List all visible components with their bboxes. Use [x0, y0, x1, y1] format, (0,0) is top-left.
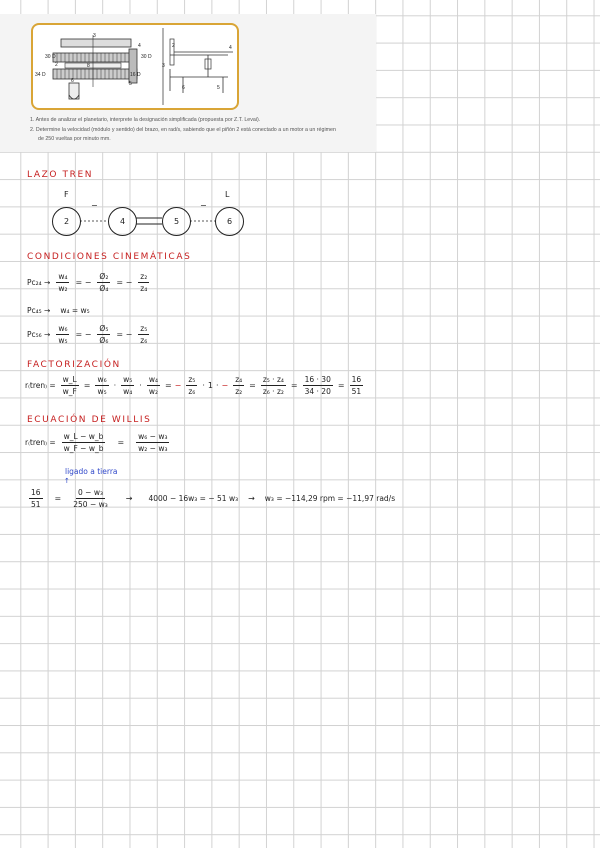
- cond-3-num: w₆: [58, 324, 68, 333]
- final-rhs-den: 250 − w₃: [73, 500, 108, 509]
- ground-arrow-icon: ↑: [64, 477, 70, 485]
- cond-1-num2: Ø₂: [99, 272, 109, 281]
- section-heading-factorizacion: FACTORIZACIÓN: [27, 360, 121, 370]
- cond-1-num: w₄: [58, 272, 68, 281]
- svg-text:3: 3: [93, 33, 96, 39]
- fact-f1-num: w_L: [62, 375, 77, 384]
- fact-f5-num: z₅: [188, 375, 196, 384]
- fact-f8-num: 16 · 30: [304, 375, 331, 384]
- fact-f9-num: 16: [351, 375, 362, 384]
- statement-item-2: 2. Determine la velocidad (módulo y sentido) del brazo, en rad/s, sabiendo que el piñón 2 está conectado a un motor a un régimen: [30, 126, 336, 133]
- final-lhs-den: 51: [31, 500, 41, 509]
- train-node-5: [162, 207, 191, 236]
- condition-pc24: [27, 272, 151, 293]
- svg-text:16 D: 16 D: [130, 72, 141, 78]
- statement-item-2-cont: de 250 vueltas por minuto mm.: [38, 136, 111, 142]
- cond-1-num3: z₂: [140, 272, 148, 281]
- solution-step-2: w₃ = −114,29 rpm = −11,97 rad/s: [264, 494, 396, 503]
- svg-text:2: 2: [172, 43, 175, 49]
- factorization-equation: r₍tren₎ = $\frac{w\_L}{w\_F}$ = $\frac{\text{w₆}}{\text{w₅}}$ · $\frac{\text{w₅}}{\text{w₄}}$ · $\frac{\text{w₄}}{\text{w₂}}$ = − $\frac{\text{z₅}}{\text{z₆}}$ · 1 · − $\frac{\text{z₄}}{\text{z₂}}$ = $\frac{\text{z₅ · z₄}}{\text{z₆ · z₂}}$ = $\frac{16 \cdot 30}{34 \cdot 20}$ = $\frac{16}{51}$: [25, 375, 362, 396]
- svg-text:2: 2: [55, 62, 58, 68]
- final-rhs-num: 0 − w₃: [78, 488, 103, 497]
- fact-eq3: =: [290, 381, 298, 390]
- condition-pc45: [27, 306, 90, 315]
- fact-f2-den: w₅: [97, 387, 107, 396]
- cond-1-den: w₂: [58, 284, 68, 293]
- willis-label: r₍tren₎ =: [25, 438, 56, 447]
- willis-f1-num: w_L − w_b: [63, 432, 104, 441]
- fact-f3-num: w₅: [123, 375, 133, 384]
- cond-1-eq2: = −: [116, 278, 133, 287]
- train-node-2-label: 2: [63, 217, 70, 226]
- willis-equation: [25, 432, 171, 453]
- train-minus-sign-2: −: [200, 201, 207, 210]
- svg-text:30 D: 30 D: [45, 54, 56, 60]
- fact-f7-num: z₅ · z₄: [262, 375, 284, 384]
- train-first-tag: F: [64, 190, 69, 199]
- train-node-6-label: 6: [226, 217, 233, 226]
- train-last-tag: L: [225, 190, 230, 199]
- fact-f6-num: z₄: [235, 375, 243, 384]
- fact-sign-2: −: [221, 381, 229, 390]
- cond-1-label: Pc₂₄ →: [27, 278, 51, 287]
- svg-text:4: 4: [229, 45, 232, 51]
- ground-note: ligado a tierra: [65, 467, 118, 476]
- svg-text:34 D: 34 D: [35, 72, 46, 78]
- fact-f6-den: z₂: [235, 387, 243, 396]
- cond-3-label: Pc₅₆ →: [27, 330, 51, 339]
- final-lhs-num: 16: [31, 488, 41, 497]
- svg-text:3: 3: [162, 63, 165, 69]
- svg-text:6: 6: [182, 85, 185, 91]
- willis-f1-den: w_F − w_b: [63, 444, 104, 453]
- fact-dot-1: ·: [202, 381, 205, 390]
- fact-sign-1: −: [174, 381, 182, 390]
- fact-f9-den: 51: [351, 387, 362, 396]
- willis-eq: =: [117, 438, 125, 447]
- fact-f2-num: w₆: [97, 375, 107, 384]
- arrow-1: →: [125, 494, 133, 503]
- svg-text:6: 6: [71, 78, 74, 84]
- cond-3-eq: = −: [75, 330, 92, 339]
- willis-f2-den: w₂ − w₃: [138, 444, 168, 453]
- cond-2-label: Pc₄₅ →: [27, 306, 51, 315]
- cond-3-den2: Ø₆: [99, 336, 109, 345]
- statement-item-1: 1. Antes de analizar el planetario, interprete la designación simplificada (propuesta por Z.T. Levai).: [30, 117, 261, 123]
- fact-eq4: =: [337, 381, 345, 390]
- train-node-5-label: 5: [173, 217, 180, 226]
- svg-text:5: 5: [217, 85, 220, 91]
- willis-f2-num: w₆ − w₃: [138, 432, 168, 441]
- fact-f5-den: z₆: [188, 387, 196, 396]
- svg-text:30 D: 30 D: [141, 54, 152, 60]
- cond-1-den2: Ø₄: [99, 284, 109, 293]
- svg-text:8: 8: [87, 63, 90, 69]
- fact-f7-den: z₆ · z₂: [262, 387, 284, 396]
- fact-f8-den: 34 · 20: [304, 387, 331, 396]
- train-node-2: [52, 207, 81, 236]
- cond-3-eq2: = −: [116, 330, 133, 339]
- fact-one: 1: [207, 381, 213, 390]
- train-node-4-label: 4: [119, 217, 126, 226]
- cond-1-den3: z₄: [140, 284, 148, 293]
- fact-label: r₍tren₎ =: [25, 381, 56, 390]
- fact-f4-den: w₂: [148, 387, 158, 396]
- cond-3-den3: z₆: [140, 336, 148, 345]
- svg-text:5: 5: [129, 81, 132, 87]
- solution-step-1: 4000 − 16w₃ = − 51 w₃: [148, 494, 239, 503]
- fact-f3-den: w₄: [123, 387, 133, 396]
- final-eq: =: [54, 494, 62, 503]
- fact-eq2: =: [249, 381, 256, 390]
- cond-3-den: w₅: [58, 336, 68, 345]
- section-heading-lazo-tren: LAZO TREN: [27, 170, 94, 180]
- cond-3-num2: Ø₅: [99, 324, 109, 333]
- cond-2-expr: w₄ = w₅: [60, 306, 90, 315]
- fact-f4-num: w₄: [148, 375, 158, 384]
- condition-pc56: [27, 324, 151, 345]
- cond-3-num3: z₅: [140, 324, 148, 333]
- gear-train-figure: [31, 23, 239, 110]
- fact-dot-2: ·: [215, 381, 219, 390]
- cond-1-eq: = −: [75, 278, 92, 287]
- section-heading-condiciones: CONDICIONES CINEMÁTICAS: [27, 252, 192, 262]
- svg-text:4: 4: [138, 43, 141, 49]
- train-node-6: [215, 207, 244, 236]
- problem-statement: [30, 116, 375, 145]
- section-heading-willis: ECUACIÓN DE WILLIS: [27, 415, 152, 425]
- arrow-2: →: [248, 494, 255, 503]
- fact-eq1: =: [164, 381, 172, 390]
- fact-f1-den: w_F: [62, 387, 77, 396]
- planetary-gear-drawing: [33, 25, 237, 108]
- train-node-4: [108, 207, 137, 236]
- willis-solution: [27, 488, 395, 509]
- train-minus-sign-1: −: [91, 201, 98, 210]
